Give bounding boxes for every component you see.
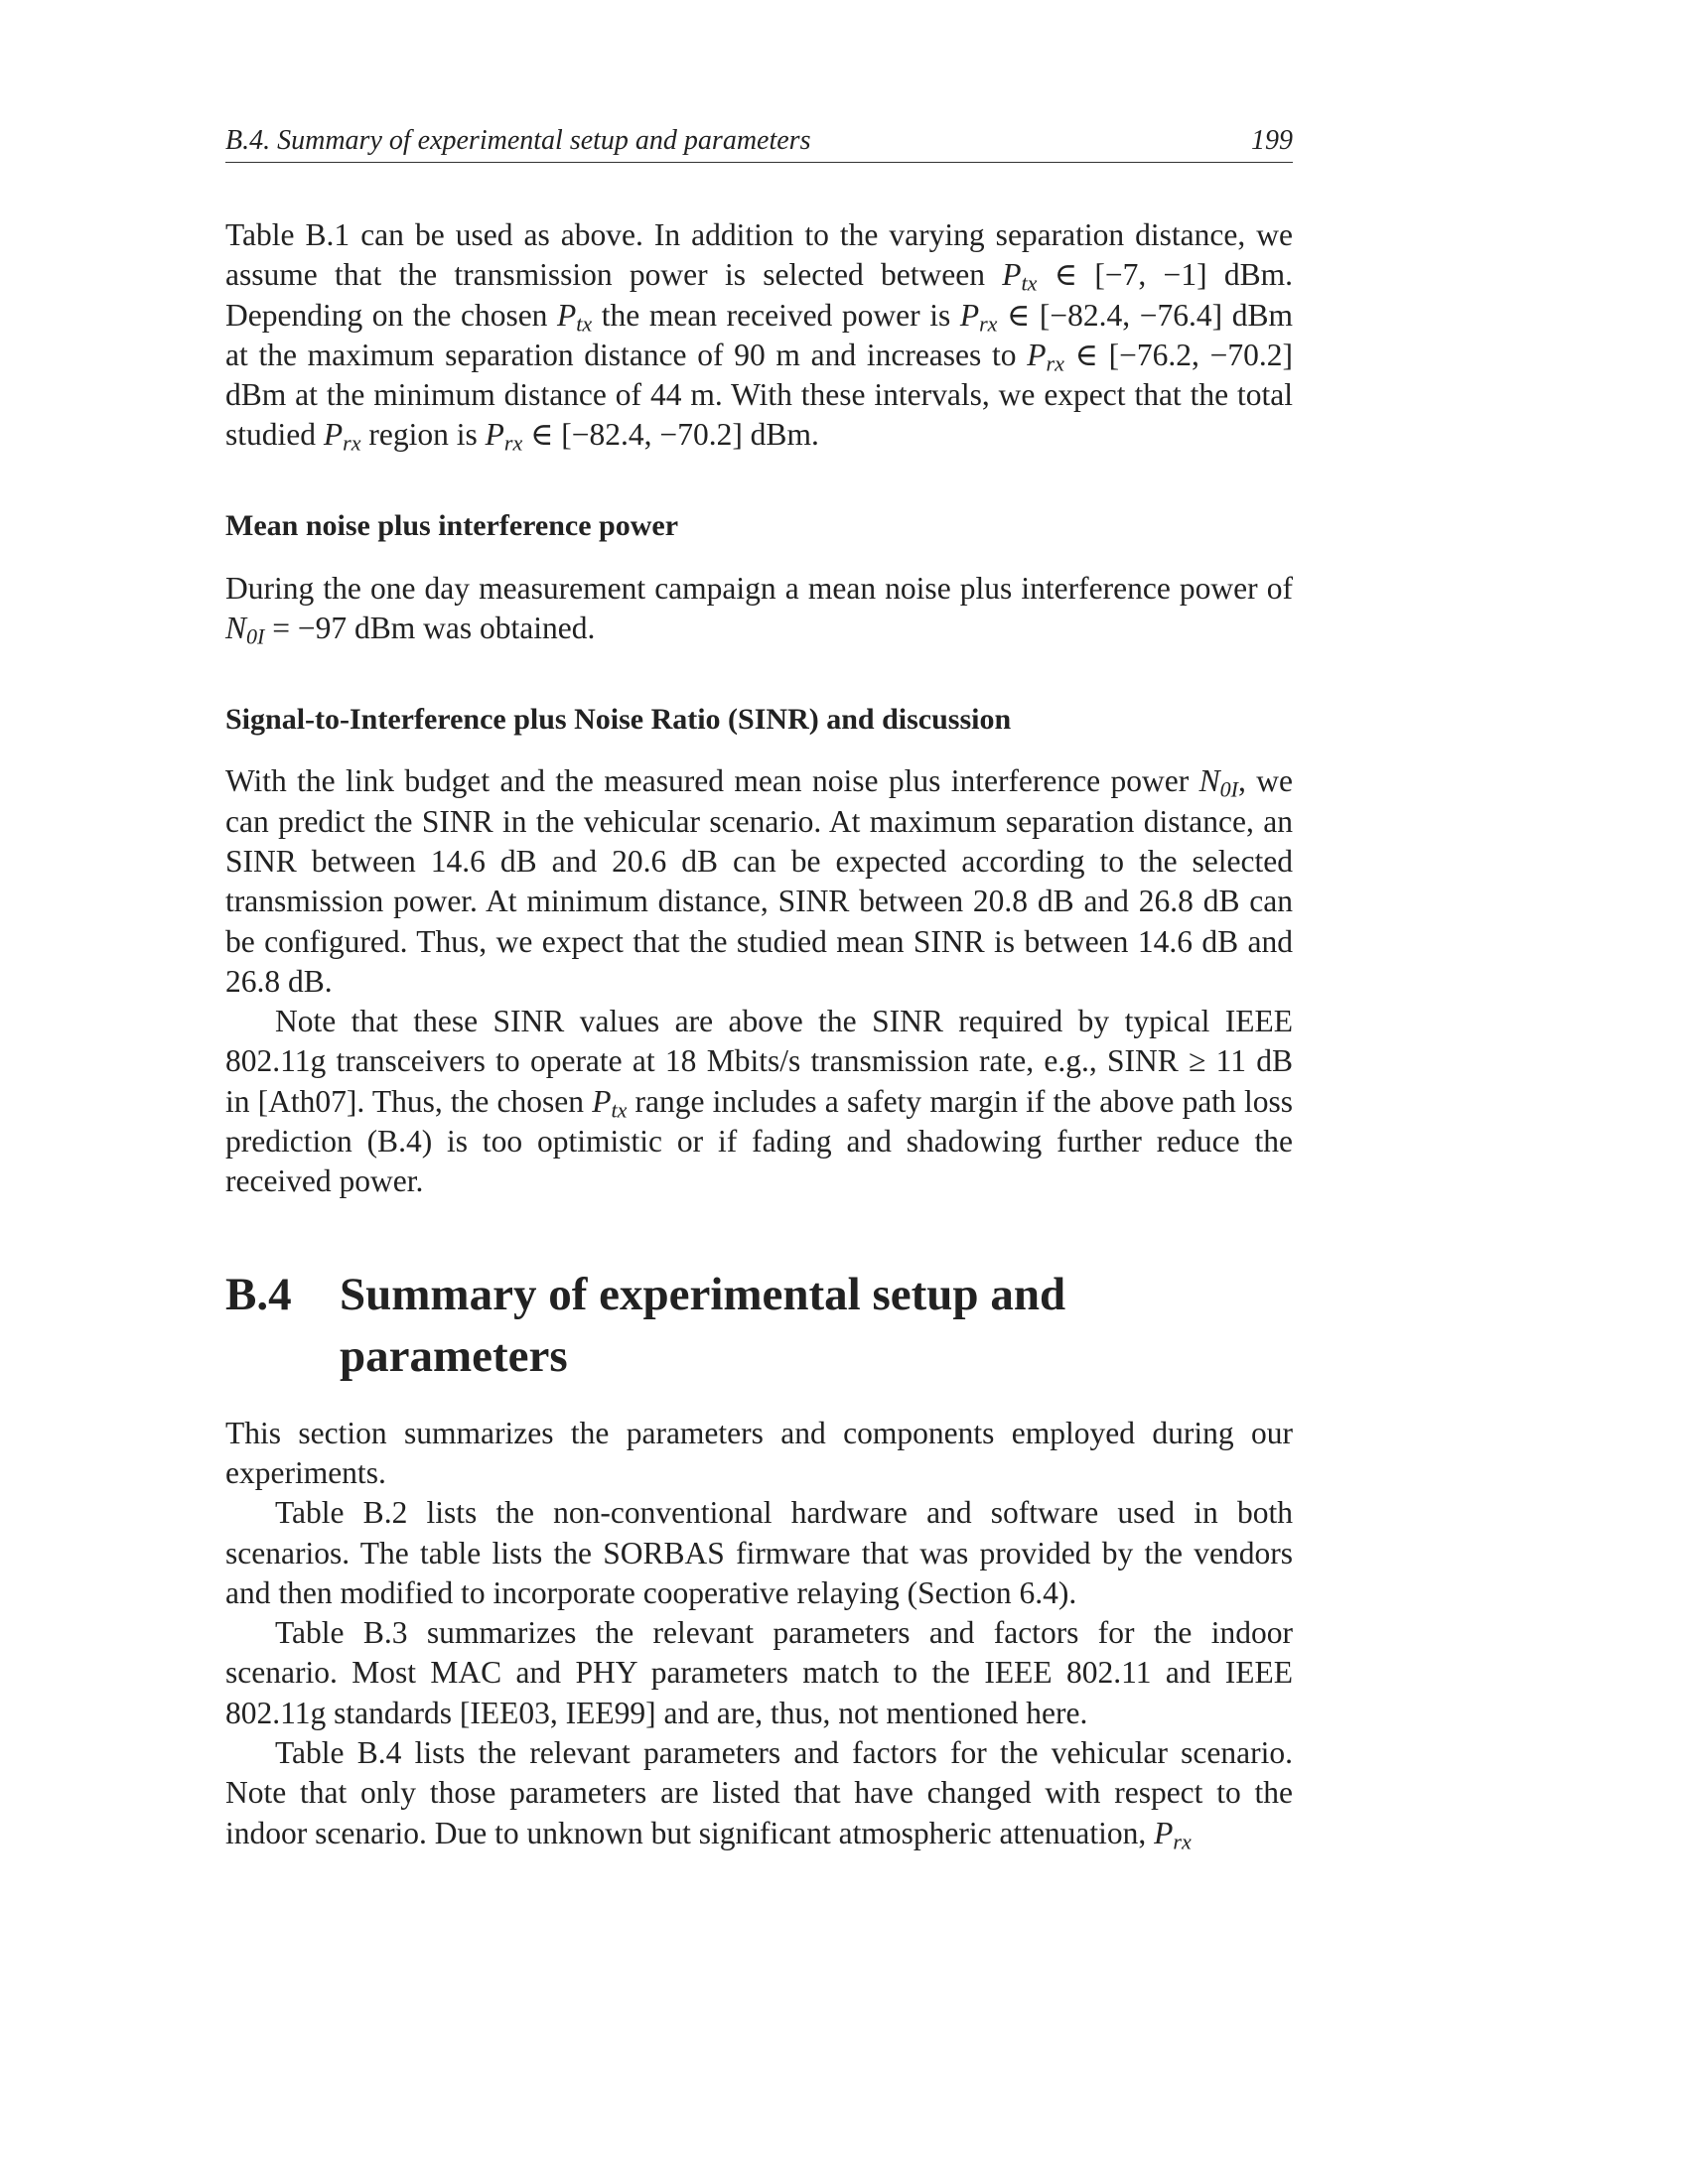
sinr-paragraph-1 (225, 761, 1293, 1002)
prx-symbol: $P_{rx}$ (323, 417, 361, 456)
summary-text-4: Table B.4 lists the relevant parameters and factors for the vehicular scenario. Note that only those parameters are listed that have changed with respect to the indoor scenario. Due to unknown but significant atmospheric attenuation, (225, 1735, 1293, 1850)
intro-text-1: Table B.1 can be used as above. In addition to the varying separation distance, we assume that the transmission power is selected between (225, 217, 1293, 293)
sinr-heading: Signal-to-Interference plus Noise Ratio (SINR) and discussion (225, 703, 1012, 737)
prx-symbol: $P_{rx}$ (485, 417, 523, 456)
intro-text-2: ∈ [−7, −1] dBm. Depending on the chosen (225, 257, 1294, 333)
prx-symbol: $P_{rx}$ (1027, 337, 1064, 376)
intro-text-7: ∈ [−82.4, −70.2] dBm. (522, 417, 819, 453)
running-header (225, 123, 1293, 163)
intro-text-5: ∈ [−76.2, −70.2] dBm at the minimum distance of 44 m. With these intervals, we expect that the total studied (225, 337, 1294, 453)
mean-noise-text-1: During the one day measurement campaign a mean noise plus interference power of (225, 570, 1293, 606)
sinr-text-2: , we can predict the SINR in the vehicular scenario. At maximum separation distance, an SINR between 14.6 dB and 20.6 dB can be expected according to the selected transmission power. At minimum distance, SINR between 20.8 dB and 26.8 dB can be configured. Thus, we expect that the studied mean SINR is between 14.6 dB and 26.8 dB. (225, 763, 1293, 999)
summary-paragraph-2: Table B.2 lists the non-conventional hardware and software used in both scenarios. The table lists the SORBAS firmware that was provided by the vendors and then modified to incorporate cooperative relaying (Section 6.4). (225, 1495, 1293, 1610)
n0i-symbol: $N_{0I}$ (1198, 763, 1238, 802)
prx-symbol: $P_{rx}$ (959, 297, 998, 337)
sinr-text-4: range includes a safety margin if the above path loss prediction (B.4) is too optimistic or if fading and shadowing further reduce the received power. (225, 1083, 1293, 1199)
summary-paragraph-4 (225, 1733, 1293, 1853)
mean-noise-text-2: = −97 dBm was obtained. (264, 611, 596, 646)
intro-paragraph (225, 215, 1293, 456)
intro-text-4: ∈ [−82.4, −76.4] dBm at the maximum separation distance of 90 m and increases to (225, 297, 1293, 372)
section-number: B.4 (225, 1268, 292, 1320)
summary-paragraph-3: Table B.3 summarizes the relevant parameters and factors for the indoor scenario. Most MAC and PHY parameters match to the IEEE 802.11 and IEEE 802.11g standards [IEE03, IEE99] and are, thus, not mentioned here. (225, 1615, 1293, 1730)
n0i-symbol: $N_{0I}$ (225, 611, 265, 649)
main-content (225, 215, 1293, 1853)
mean-noise-heading: Mean noise plus interference power (225, 508, 679, 542)
intro-text-3: the mean received power is (592, 297, 960, 333)
sinr-text-3: Note that these SINR values are above the SINR required by typical IEEE 802.11g transceivers to operate at 18 Mbits/s transmission rate, e.g., SINR ≥ 11 dB in [Ath07]. Thus, the chosen (225, 1004, 1293, 1119)
section-heading (225, 1264, 1293, 1387)
ptx-symbol: $P_{tx}$ (1002, 257, 1038, 296)
ptx-symbol: $P_{tx}$ (557, 297, 593, 337)
running-title: B.4. Summary of experimental setup and parameters (225, 125, 811, 156)
mean-noise-paragraph (225, 569, 1293, 649)
page-number: 199 (1251, 125, 1293, 156)
ptx-symbol: $P_{tx}$ (592, 1083, 628, 1123)
sinr-paragraph-2 (225, 1002, 1293, 1201)
summary-paragraph-1: This section summarizes the parameters and components employed during our experiments. (225, 1415, 1293, 1490)
intro-text-6: region is (360, 417, 486, 453)
prx-symbol: $P_{rx}$ (1154, 1815, 1192, 1854)
sinr-text-1: With the link budget and the measured mean noise plus interference power (225, 763, 1199, 799)
section-title: Summary of experimental setup and parameters (340, 1268, 1066, 1382)
